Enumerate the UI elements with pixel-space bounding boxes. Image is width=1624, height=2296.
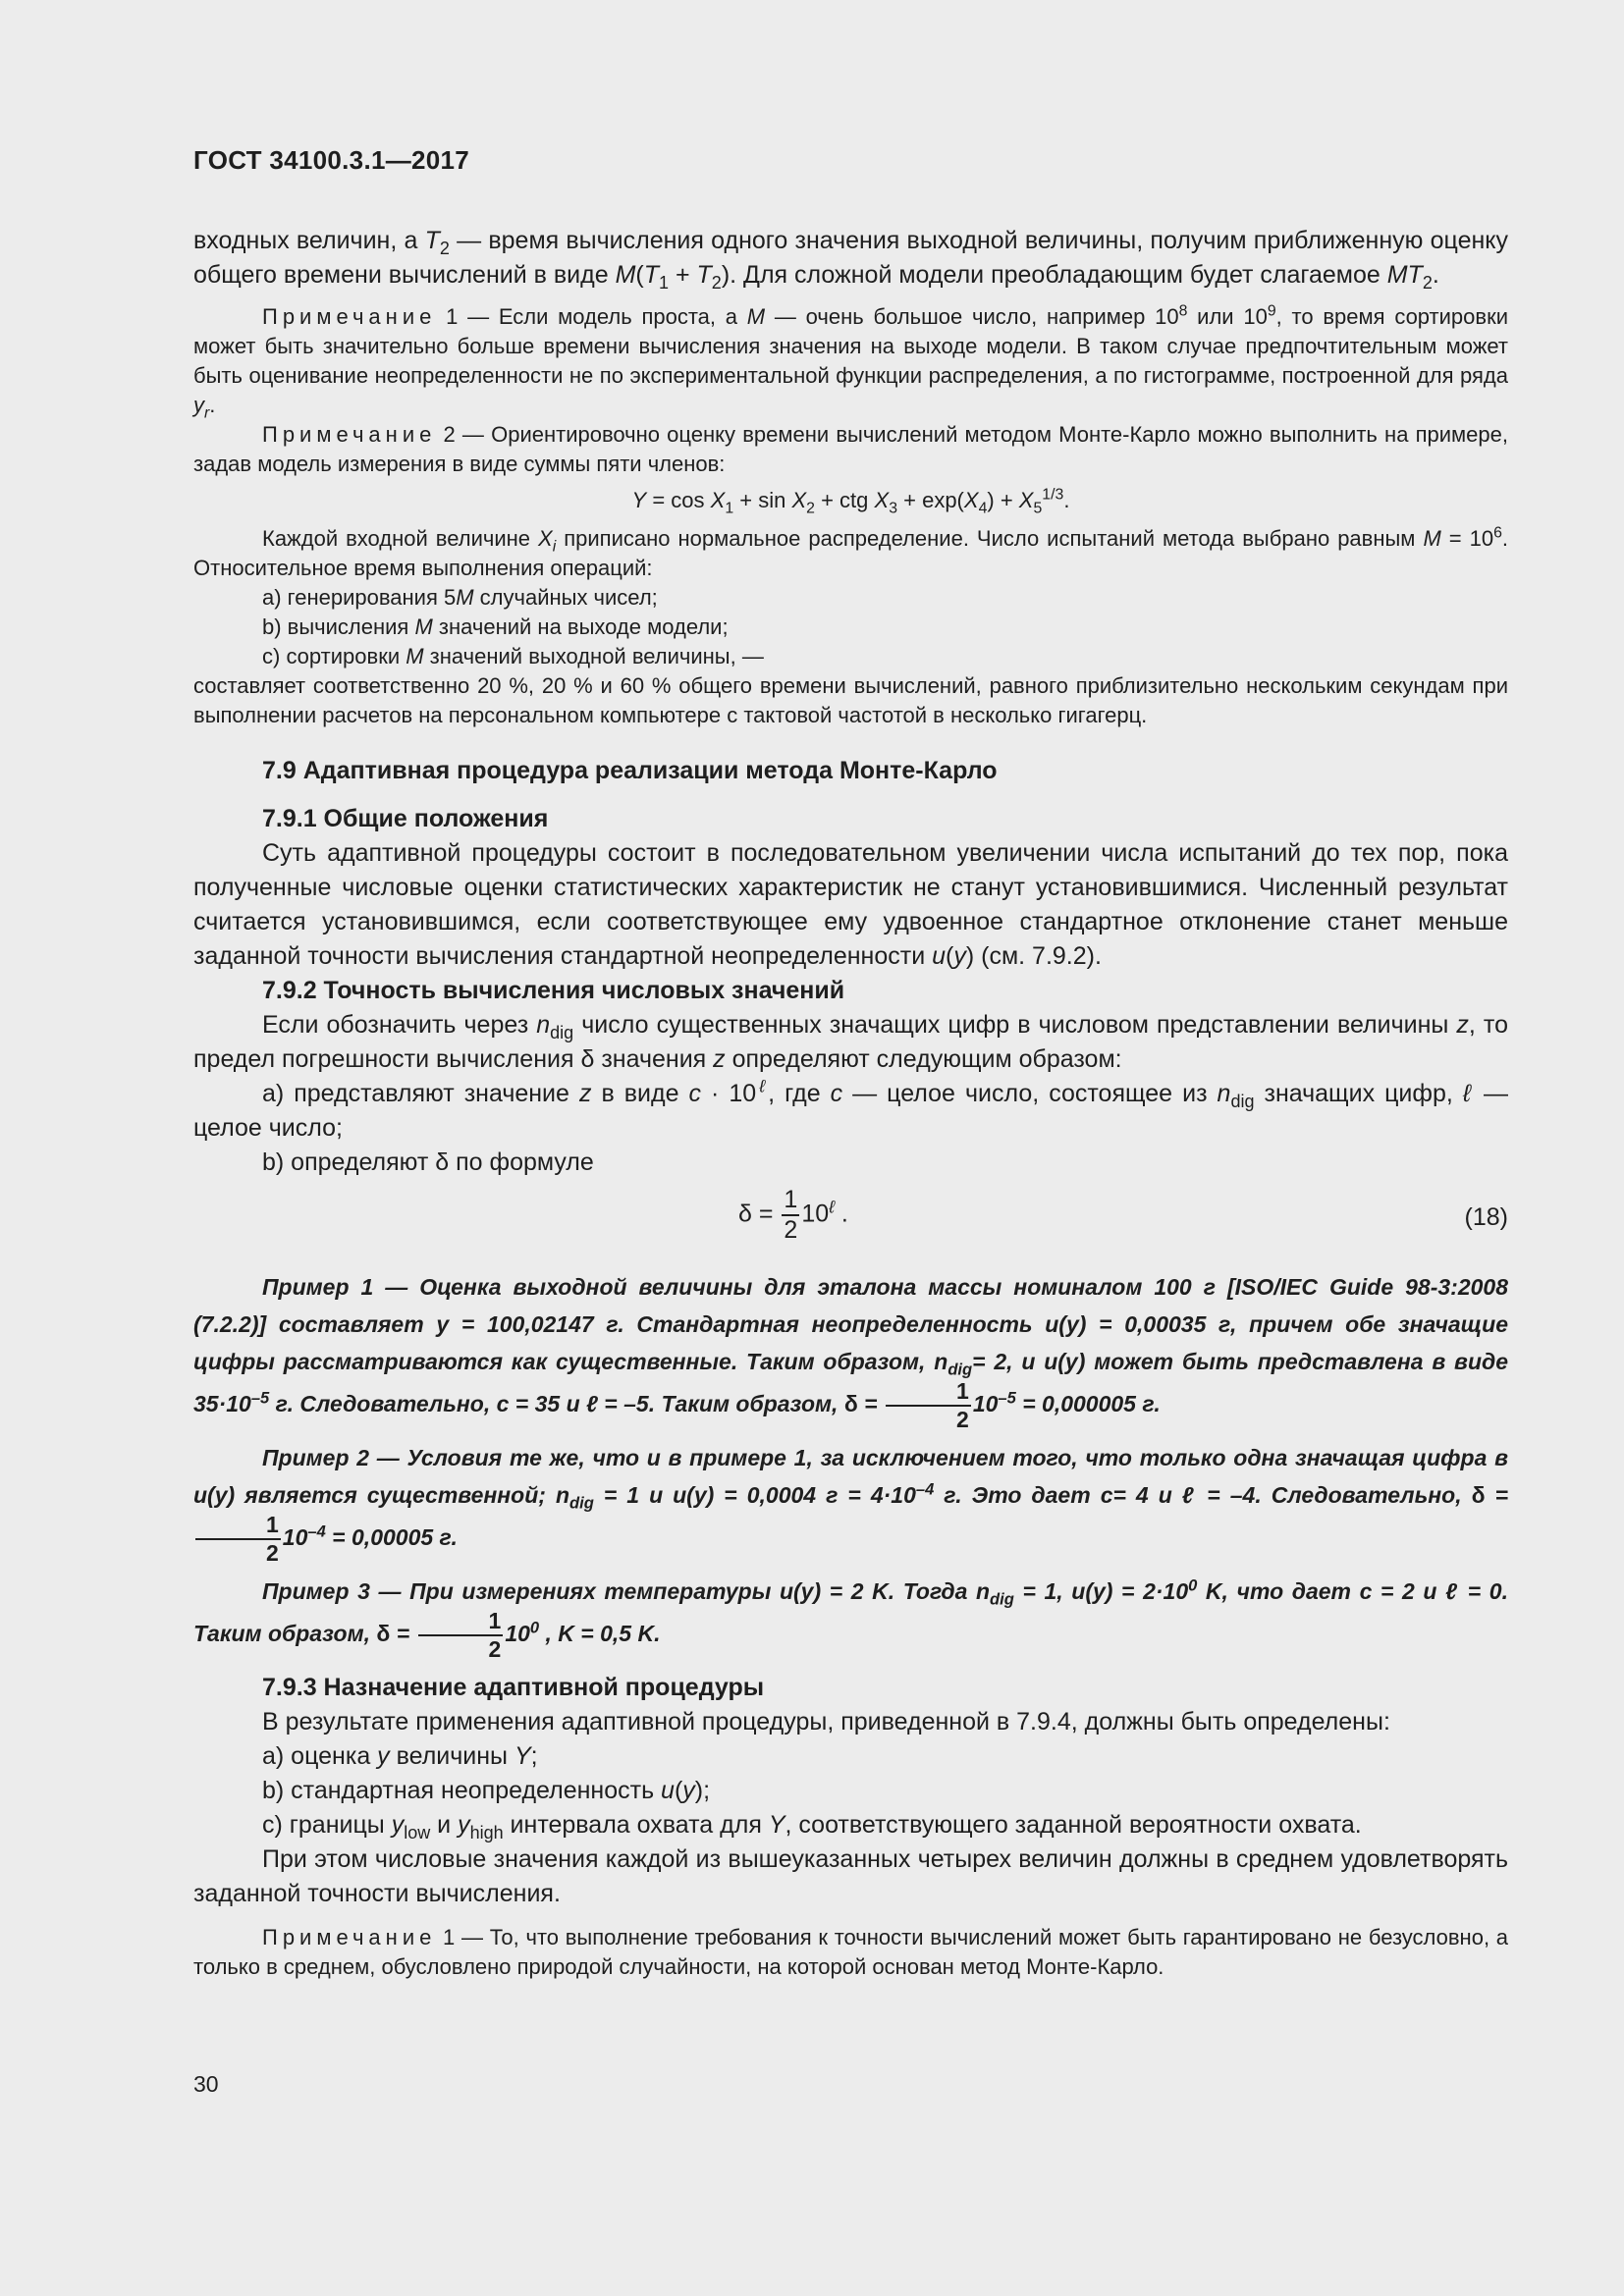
note-label: Примечание — [262, 422, 437, 447]
list-item-b: b) определяют δ по формуле — [262, 1148, 594, 1176]
page-number: 30 — [193, 2071, 219, 2097]
example-1: Пример 1 — Оценка выходной величины для эталона массы номиналом 100 г [ISO/IEC Guide 98-3:2008 (7.2.2)] составляет y = 100,02147 г. Стандартная неопределенность u(y) = 0,00035 г, причем обе значащие цифры рассматриваются как существенные. Таким образом, $n_{dig}= 2$, и u(y) может быть представлена в виде $35\cdot 10^{-5}$ г. Следовательно, c = 35 и ℓ = –5. Таким образом, δ = $\frac{1}{2}$ $10^{-5} = 0,000005$ г. — [193, 1274, 1508, 1432]
example-3: Пример 3 — При измерениях температуры u(y) = 2 K. Тогда $n_{dig} = 1$, $u(y) = 2\cdot 10^0$ K, что дает c = 2 и ℓ = 0. Таким образом, δ = $\frac{1}{2}$ $10^0$ , K = 0,5 K. — [193, 1575, 1508, 1662]
page-content — [193, 224, 1508, 1982]
model-equation: $Y = \cos X_1 + \sin X_2$ + ctg $X_3 + \exp(X_4) + X_5^{1/3}$. — [631, 486, 1070, 517]
section-7-9-3-after: При этом числовые значения каждой из вышеуказанных четырех величин должны в среднем удовлетворять заданной точности вычисления. — [193, 1845, 1508, 1907]
list-3-item-a: a) оценка y величины Y; — [262, 1742, 538, 1770]
section-7-9-2-paragraph: Если обозначить через $n_{dig}$ число существенных значащих цифр в числовом представлении величины z, то предел погрешности вычисления δ значения z определяют следующим образом: — [193, 1011, 1508, 1073]
list-3-item-b: b) стандартная неопределенность u(y); — [262, 1777, 711, 1804]
note-2-tail: составляет соответственно 20 %, 20 % и 60 % общего времени вычислений, равного приблизительно нескольким секундам при выполнении расчетов на персональном компьютере с тактовой частотой в несколько гигагерц. — [193, 673, 1508, 727]
list-3-item-c: c) границы $y_{low}$ и $y_{high}$ интервала охвата для Y, соответствующего заданной вероятности охвата. — [262, 1811, 1362, 1842]
section-7-9-1-paragraph: Суть адаптивной процедуры состоит в последовательном увеличении числа испытаний до тех пор, пока полученные числовые оценки статистических характеристик не станут установившимися. Численный результат считается установившимся, если соответствующее ему удвоенное стандартное отклонение станет меньше заданной точности вычисления стандартной неопределенности u(y) (см. 7.9.2). — [193, 839, 1508, 970]
note-2-item-c: c) сортировки M значений выходной величины, — — [262, 644, 764, 668]
list-item-a: a) представляют значение z в виде $c \cdot 10^\ell$, где c — целое число, состоящее из $n_{dig}$ значащих цифр, ℓ — целое число; — [193, 1076, 1508, 1142]
section-7-9-title: 7.9 Адаптивная процедура реализации метода Монте-Карло — [262, 757, 998, 784]
continued-paragraph: входных величин, а $T_2$ — время вычисления одного значения выходной величины, получим приближенную оценку общего времени вычислений в виде $M(T_1 + T_2)$. Для сложной модели преобладающим будет слагаемое $MT_2$. — [193, 227, 1509, 293]
fraction-one-half: $\frac{1}{2}$ — [784, 1186, 798, 1244]
note-final: Примечание 1 — То, что выполнение требования к точности вычислений может быть гарантировано не безусловно, а только в среднем, обусловлено природой случайности, на которой основан метод Монте-Карло. — [193, 1925, 1508, 1979]
note-1: Примечание 1 — Если модель проста, а M — очень большое число, например $10^8$ или $10^9$, то время сортировки может быть значительно больше времени вычисления значения на выходе модели. В таком случае предпочтительным может быть оценивание неопределенности не по экспериментальной функции распределения, а по гистограмме, построенной для ряда $y_r$. — [193, 302, 1508, 422]
example-2: Пример 2 — Условия те же, что и в примере 1, за исключением того, что только одна значащая цифра в u(y) является существенной; $n_{dig} = 1$ и u(y) = 0,0004 $г = 4\cdot 10^{-4}$ г. Это дает c= 4 и ℓ = –4. Следовательно, δ = $\frac{1}{2}$ $10^{-4} = 0,00005$ г. — [193, 1445, 1509, 1566]
delta-formula: δ = $\frac{1}{2}$ $10^\ell$ . — [738, 1186, 848, 1244]
note-2-text: Каждой входной величине $X_i$ приписано нормальное распределение. Число испытаний метода выбрано равным $M = 10^6$. Относительное время выполнения операций: — [193, 524, 1508, 580]
equation-18 — [193, 1180, 1508, 1258]
note-label: Примечание — [262, 1925, 437, 1949]
note-2: Примечание 2 — Ориентировочно оценку времени вычислений методом Монте-Карло можно выполнить на примере, задав модель измерения в виде суммы пяти членов: — [193, 422, 1508, 476]
page-header: ГОСТ 34100.3.1—2017 — [193, 145, 470, 175]
note-2-item-a: a) генерирования 5M случайных чисел; — [262, 585, 658, 610]
equation-number: (18) — [1464, 1203, 1508, 1231]
note-label: Примечание — [262, 304, 437, 329]
section-7-9-3-title: 7.9.3 Назначение адаптивной процедуры — [262, 1674, 765, 1701]
section-7-9-2-title: 7.9.2 Точность вычисления числовых значений — [262, 977, 845, 1004]
section-7-9-1-title: 7.9.1 Общие положения — [262, 805, 549, 832]
note-2-item-b: b) вычисления M значений на выходе модели; — [262, 614, 729, 639]
section-7-9-3-paragraph: В результате применения адаптивной процедуры, приведенной в 7.9.4, должны быть определены: — [262, 1708, 1390, 1735]
